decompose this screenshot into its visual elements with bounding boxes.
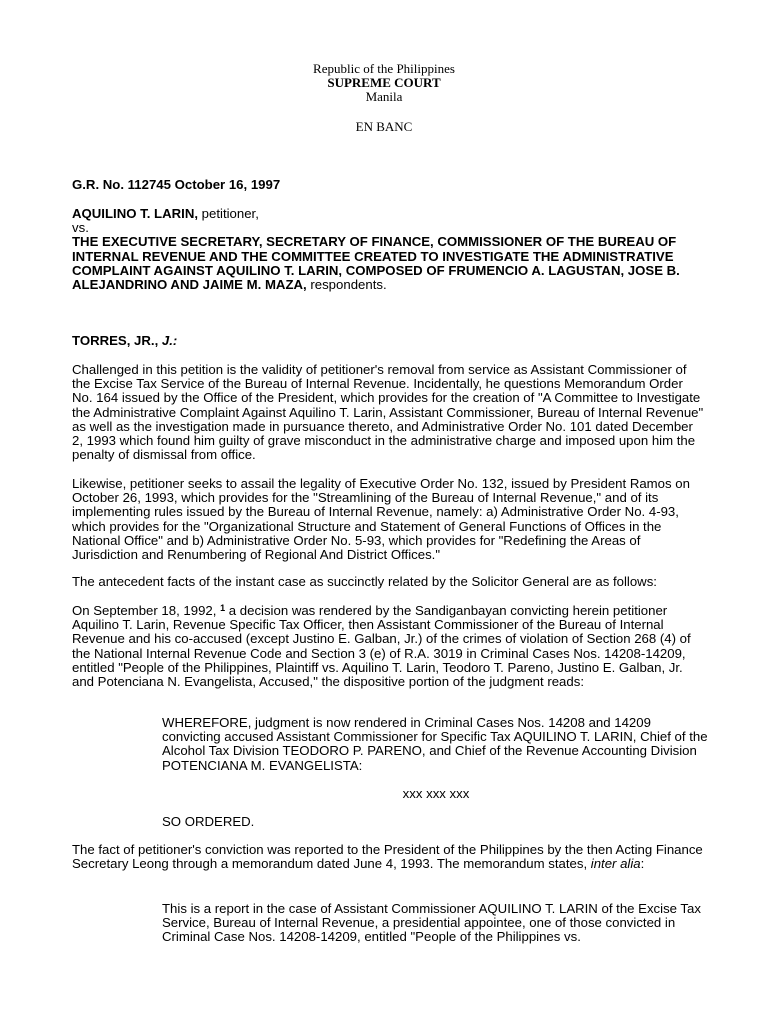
so-ordered: SO ORDERED.	[162, 814, 255, 829]
footnote-1-link[interactable]: 1	[220, 603, 226, 613]
paragraph-1: Challenged in this petition is the validity of petitioner's removal from service as Assistant Commissioner of the Excise Tax Service of the Bureau of Internal Revenue. Incidentally, he questions Memorandum Order No. 164 issued by the Office of the President, which provides for the creation of "A Committee to Investigate the Administrative Complaint Against Aquilino T. Larin, Assistant Commissioner, Bureau of Internal Revenue" as well as the investigation made in pursuance thereto, and Administrative Order No. 101 dated December 2, 1993 which found him guilty of grave misconduct in the administrative charge and imposed upon him the penalty of dismissal from office.	[72, 362, 704, 463]
court-header	[0, 62, 768, 104]
paragraph-5-italic: inter alia	[590, 856, 641, 872]
paragraph-2: Likewise, petitioner seeks to assail the legality of Executive Order No. 132, issued by President Ramos on October 26, 1993, which provides for the "Streamlining of the Bureau of Internal Revenue," and of its implementing rules issued by the Bureau of Internal Revenue, namely: a) Administrative Order No. 4-93, which provides for the "Organizational Structure and Statement of General Functions of Offices in the National Office" and b) Administrative Order No. 5-93, which provides for "Redefining the Areas of Jurisdiction and Renumbering of Regional And District Offices."	[72, 476, 690, 563]
ponente-name: TORRES, JR.,	[72, 333, 162, 348]
versus-line: vs.	[72, 220, 89, 236]
city-line: Manila	[365, 89, 403, 104]
paragraph-5	[72, 843, 704, 871]
court-name: SUPREME COURT	[327, 75, 441, 90]
ponente-title: J.:	[161, 333, 178, 348]
case-number: G.R. No. 112745 October 16, 1997	[72, 177, 281, 192]
paragraph-5-start: The fact of petitioner's conviction was reported to the President of the Philippines by the then Acting Finance Secretary Leong through a memorandum dated June 4, 1993. The memorandum states,	[72, 842, 703, 872]
republic-line: Republic of the Philippines	[313, 61, 455, 76]
respondents-role: respondents.	[306, 277, 387, 293]
respondents-names: THE EXECUTIVE SECRETARY, SECRETARY OF FINANCE, COMMISSIONER OF THE BUREAU OF INTERNAL REVENUE AND THE COMMITTEE CREATED TO INVESTIGATE THE ADMINISTRATIVE COMPLAINT AGAINST AQUILINO T. LARIN, COMPOSED OF FRUMENCIO A. LAGUSTAN, JOSE B. ALEJANDRINO AND JAIME M. MAZA,	[72, 234, 680, 293]
petitioner-name: AQUILINO T. LARIN,	[72, 206, 199, 221]
paragraph-4-start: On September 18, 1992,	[72, 603, 221, 618]
case-parties	[72, 207, 704, 292]
petitioner-role: petitioner,	[198, 206, 259, 221]
division-line: EN BANC	[355, 119, 413, 134]
respondents-line	[72, 235, 704, 292]
petitioner-line	[72, 207, 704, 221]
quote-omission: xxx xxx xxx	[402, 786, 470, 801]
paragraph-5-end: :	[640, 856, 645, 872]
paragraph-3: The antecedent facts of the instant case as succinctly related by the Solicitor General are as follows:	[72, 574, 657, 589]
paragraph-4	[72, 604, 704, 689]
quoted-memorandum: This is a report in the case of Assistant Commissioner AQUILINO T. LARIN of the Excise Tax Service, Bureau of Internal Revenue, a presidential appointee, one of those convicted in Criminal Case Nos. 14208-14209, entitled "People of the Philippines vs.	[162, 901, 701, 945]
ponente-line	[72, 334, 704, 348]
quoted-judgment: WHEREFORE, judgment is now rendered in Criminal Cases Nos. 14208 and 14209 convicting accused Assistant Commissioner for Specific Tax AQUILINO T. LARIN, Chief of the Alcohol Tax Division TEODORO P. PARENO, and Chief of the Revenue Accounting Division POTENCIANA M. EVANGELISTA:	[162, 715, 708, 773]
paragraph-4-rest: a decision was rendered by the Sandiganbayan convicting herein petitioner Aquilino T. Larin, Revenue Specific Tax Officer, then Assistant Commissioner of the Bureau of Internal Revenue and his co-accused (except Justino E. Galban, Jr.) of the crimes of violation of Section 268 (4) of the National Internal Revenue Code and Section 3 (e) of R.A. 3019 in Criminal Cases Nos. 14208-14209, entitled "People of the Philippines, Plaintiff vs. Aquilino T. Larin, Teodoro T. Pareno, Justino E. Galban, Jr. and Potenciana N. Evangelista, Accused," the dispositive portion of the judgment reads:	[72, 603, 691, 690]
